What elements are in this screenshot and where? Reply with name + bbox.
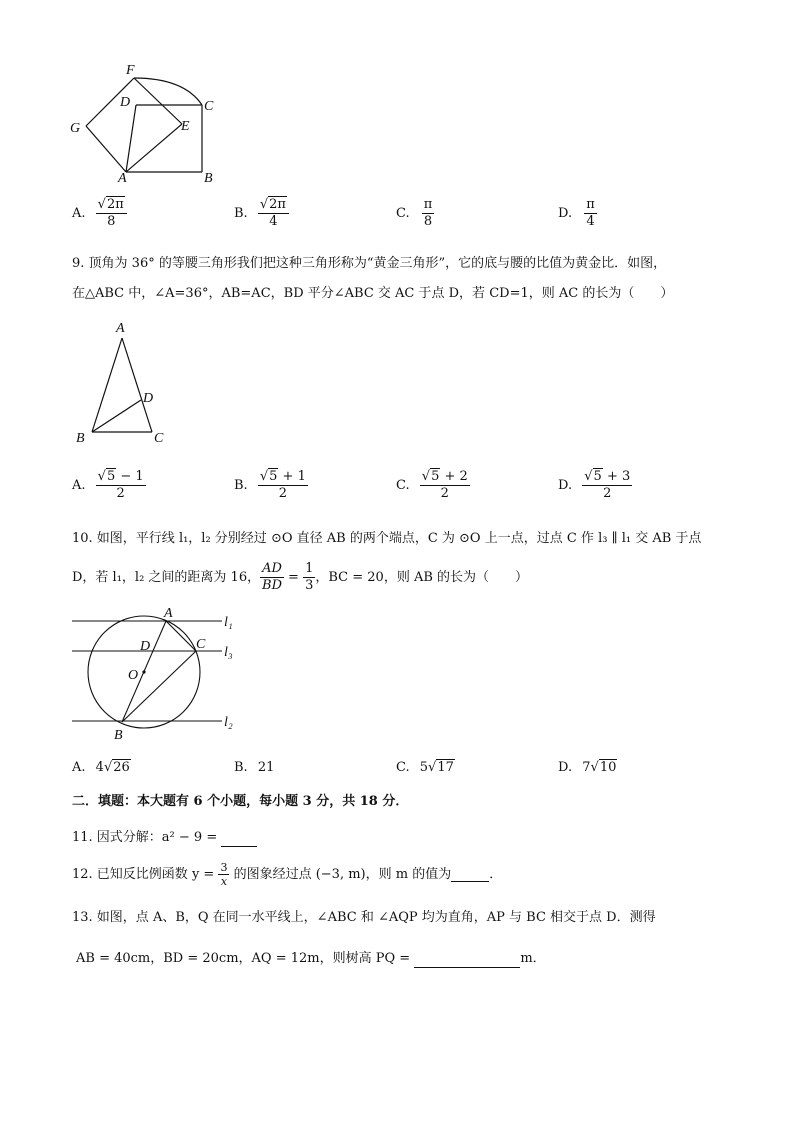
- q9-option-b-frac: $\frac{√5 + 1}{2}$: [259, 469, 306, 501]
- q8-option-a-rad: 2π: [106, 197, 124, 212]
- q12-end: ．: [489, 866, 503, 882]
- q10-line1: 10. 如图，平行线 l₁，l₂ 分别经过 ⊙O 直径 AB 的两个端点，C 为 ⊙O 上一点，过点 C 作 l₃ ∥ l₁ 交 AB 于点: [72, 531, 702, 546]
- q8-option-c-num: π: [423, 197, 433, 212]
- q8-label-c: C: [204, 99, 214, 114]
- q8-option-c-den: 8: [423, 214, 433, 229]
- q10-line2-post: ，BC = 20，则 AB 的长为（ ）: [315, 569, 529, 585]
- q9-option-d-rad: 5: [593, 469, 602, 484]
- q10-label-o: O: [128, 668, 139, 683]
- q12-answer-blank[interactable]: [451, 867, 489, 882]
- q9-option-b-letter: B.: [234, 478, 248, 493]
- q9-option-d-den: 2: [603, 486, 612, 501]
- q8-option-d-den: 4: [586, 214, 595, 229]
- q10-label-l2: l₂: [224, 715, 233, 730]
- q10-option-c-letter: C.: [396, 760, 410, 775]
- q10-figure: [68, 604, 248, 744]
- q10-option-c-coef: 5: [419, 760, 429, 775]
- q13-line2-text: AB = 40cm，BD = 20cm，AQ = 12m，则树高 PQ =: [76, 951, 415, 966]
- q10-option-c[interactable]: C. 5√17: [396, 760, 454, 775]
- q9-option-b-rest: + 1: [278, 469, 306, 484]
- q9-option-d-letter: D.: [558, 478, 573, 493]
- q10-option-d[interactable]: D. 7√10: [558, 760, 617, 775]
- q8-option-c[interactable]: [396, 198, 434, 229]
- q8-option-d-letter: D.: [558, 206, 573, 221]
- q8-option-a-letter: A.: [72, 206, 86, 221]
- q10-option-a-rad: 26: [113, 760, 130, 775]
- q8-label-f: F: [126, 63, 135, 78]
- q8-option-b-den: 4: [269, 214, 278, 229]
- q9-side-ab: [92, 338, 122, 432]
- q8-option-b[interactable]: [234, 198, 289, 229]
- q12: [72, 862, 502, 887]
- q9-option-c-letter: C.: [396, 478, 410, 493]
- q10-label-d: D: [140, 639, 151, 654]
- q9-option-c-rest: + 2: [440, 469, 468, 484]
- q9-option-b-den: 2: [278, 486, 287, 501]
- q8-option-d-frac: [584, 198, 597, 229]
- q10-option-b-text: 21: [257, 760, 275, 775]
- q9-option-c-rad: 5: [431, 469, 440, 484]
- q8-option-b-letter: B.: [234, 206, 248, 221]
- q12-frac-den: x: [220, 875, 228, 888]
- q10-center-dot: [142, 670, 145, 673]
- q10-line2-pre: D，若 l₁，l₂ 之间的距离为 16，: [72, 569, 261, 585]
- q9-label-c: C: [154, 431, 164, 446]
- q10-option-b[interactable]: [234, 760, 274, 775]
- q11: [72, 829, 257, 847]
- q9-side-ac: [122, 338, 152, 432]
- q10-option-b-letter: B.: [234, 760, 248, 775]
- q9-option-d-frac: $\frac{√5 + 3}{2}$: [584, 469, 631, 501]
- q9-option-d-rest: + 3: [602, 469, 631, 484]
- q10-label-b: B: [114, 728, 123, 743]
- q10-option-a-coef: 4: [95, 760, 104, 775]
- q8-option-c-frac: [422, 198, 435, 229]
- q10-line2: [72, 562, 528, 593]
- q9-option-a-rest: − 1: [116, 469, 144, 484]
- q10-option-a[interactable]: A. 4√26: [72, 760, 130, 775]
- q10-label-l3: l₃: [224, 645, 233, 660]
- q9-figure: [72, 318, 182, 453]
- q12-post: 的图象经过点 (−3, m)，则 m 的值为: [229, 866, 452, 882]
- q10-option-c-rad: 17: [437, 760, 454, 775]
- q13-line1: 13. 如图，点 A、B，Q 在同一水平线上，∠ABC 和 ∠AQP 均为直角，AP 与 BC 相交于点 D．测得: [72, 910, 656, 925]
- q10-label-c: C: [196, 637, 206, 652]
- q13-end: m．: [520, 951, 546, 966]
- q8-option-d[interactable]: [558, 198, 597, 229]
- q10-option-a-letter: A.: [72, 760, 86, 775]
- q8-option-a[interactable]: [72, 198, 127, 229]
- q9-option-b[interactable]: [234, 470, 308, 501]
- q10-chord-ac: [166, 621, 196, 651]
- q8-option-b-rad: 2π: [269, 197, 286, 212]
- q10-label-a: A: [164, 606, 173, 621]
- q10-ratio-den: BD: [262, 578, 282, 593]
- q9-option-a-rad: 5: [106, 469, 116, 484]
- q10-ratio-ad-bd: [260, 562, 284, 593]
- q9-option-c[interactable]: [396, 470, 470, 501]
- q9-line1: 9. 顶角为 36° 的等腰三角形我们把这种三角形称为“黄金三角形”，它的底与腰的比值为黄金比．如图，: [72, 256, 667, 271]
- q10-chord-bc: [122, 651, 196, 722]
- q10-option-d-letter: D.: [558, 760, 573, 775]
- q10-ratio-value-den: 3: [305, 578, 314, 593]
- q10-ratio-value: [303, 562, 315, 593]
- q8-option-a-den: 8: [107, 214, 116, 229]
- q9-option-d[interactable]: [558, 470, 632, 501]
- q8-label-e: E: [181, 119, 190, 134]
- q8-figure: [66, 60, 226, 185]
- q10-option-d-coef: 7: [582, 760, 591, 775]
- q8-option-d-num: π: [586, 197, 595, 212]
- q9-option-a-letter: A.: [72, 478, 86, 493]
- q8-label-a: A: [118, 171, 127, 185]
- q10-label-l1: l₁: [224, 615, 233, 630]
- q12-frac: [218, 862, 229, 887]
- q8-side-da: [126, 105, 136, 172]
- q9-label-a: A: [116, 321, 125, 336]
- section-2-heading: 二．填题：本大题有 6 个小题，每小题 3 分，共 18 分．: [72, 794, 409, 809]
- q8-label-g: G: [70, 121, 81, 136]
- q9-option-a[interactable]: [72, 470, 146, 501]
- q9-option-a-den: 2: [116, 486, 125, 501]
- q8-side-ea: [126, 124, 182, 172]
- q8-option-b-frac: $\frac{√2\pi}{4}$: [258, 198, 289, 229]
- q8-option-c-letter: C.: [396, 206, 410, 221]
- q11-answer-blank[interactable]: [221, 832, 257, 847]
- q9-label-b: B: [76, 431, 85, 446]
- q12-frac-num: 3: [220, 861, 228, 874]
- q9-option-c-den: 2: [440, 486, 449, 501]
- q9-segment-bd: [92, 400, 141, 432]
- q13-line2: [76, 950, 546, 968]
- q11-text: 11. 因式分解：a² − 9 =: [72, 830, 222, 845]
- q9-option-c-frac: $\frac{√5 + 2}{2}$: [421, 469, 468, 501]
- q10-ratio-num: AD: [262, 561, 282, 576]
- q8-arc-fc: [134, 78, 202, 105]
- q10-option-d-rad: 10: [599, 760, 617, 775]
- q10-ratio-value-num: 1: [305, 561, 314, 576]
- q9-label-d: D: [143, 391, 154, 406]
- q9-option-a-frac: $\frac{√5 - 1}{2}$: [97, 469, 144, 501]
- q9-line2: 在△ABC 中，∠A=36°，AB=AC，BD 平分∠ABC 交 AC 于点 D，若 CD=1，则 AC 的长为（ ）: [72, 286, 674, 301]
- q9-option-b-rad: 5: [269, 469, 278, 484]
- q8-option-a-frac: $\frac{√2\pi}{8}$: [96, 198, 127, 229]
- q8-side-ag: [86, 126, 126, 172]
- q10-equals: =: [283, 569, 304, 585]
- q13-answer-blank[interactable]: [414, 953, 520, 968]
- q8-label-d: D: [120, 95, 131, 110]
- q12-pre: 12. 已知反比例函数 y =: [72, 866, 219, 882]
- q8-label-b: B: [204, 171, 213, 185]
